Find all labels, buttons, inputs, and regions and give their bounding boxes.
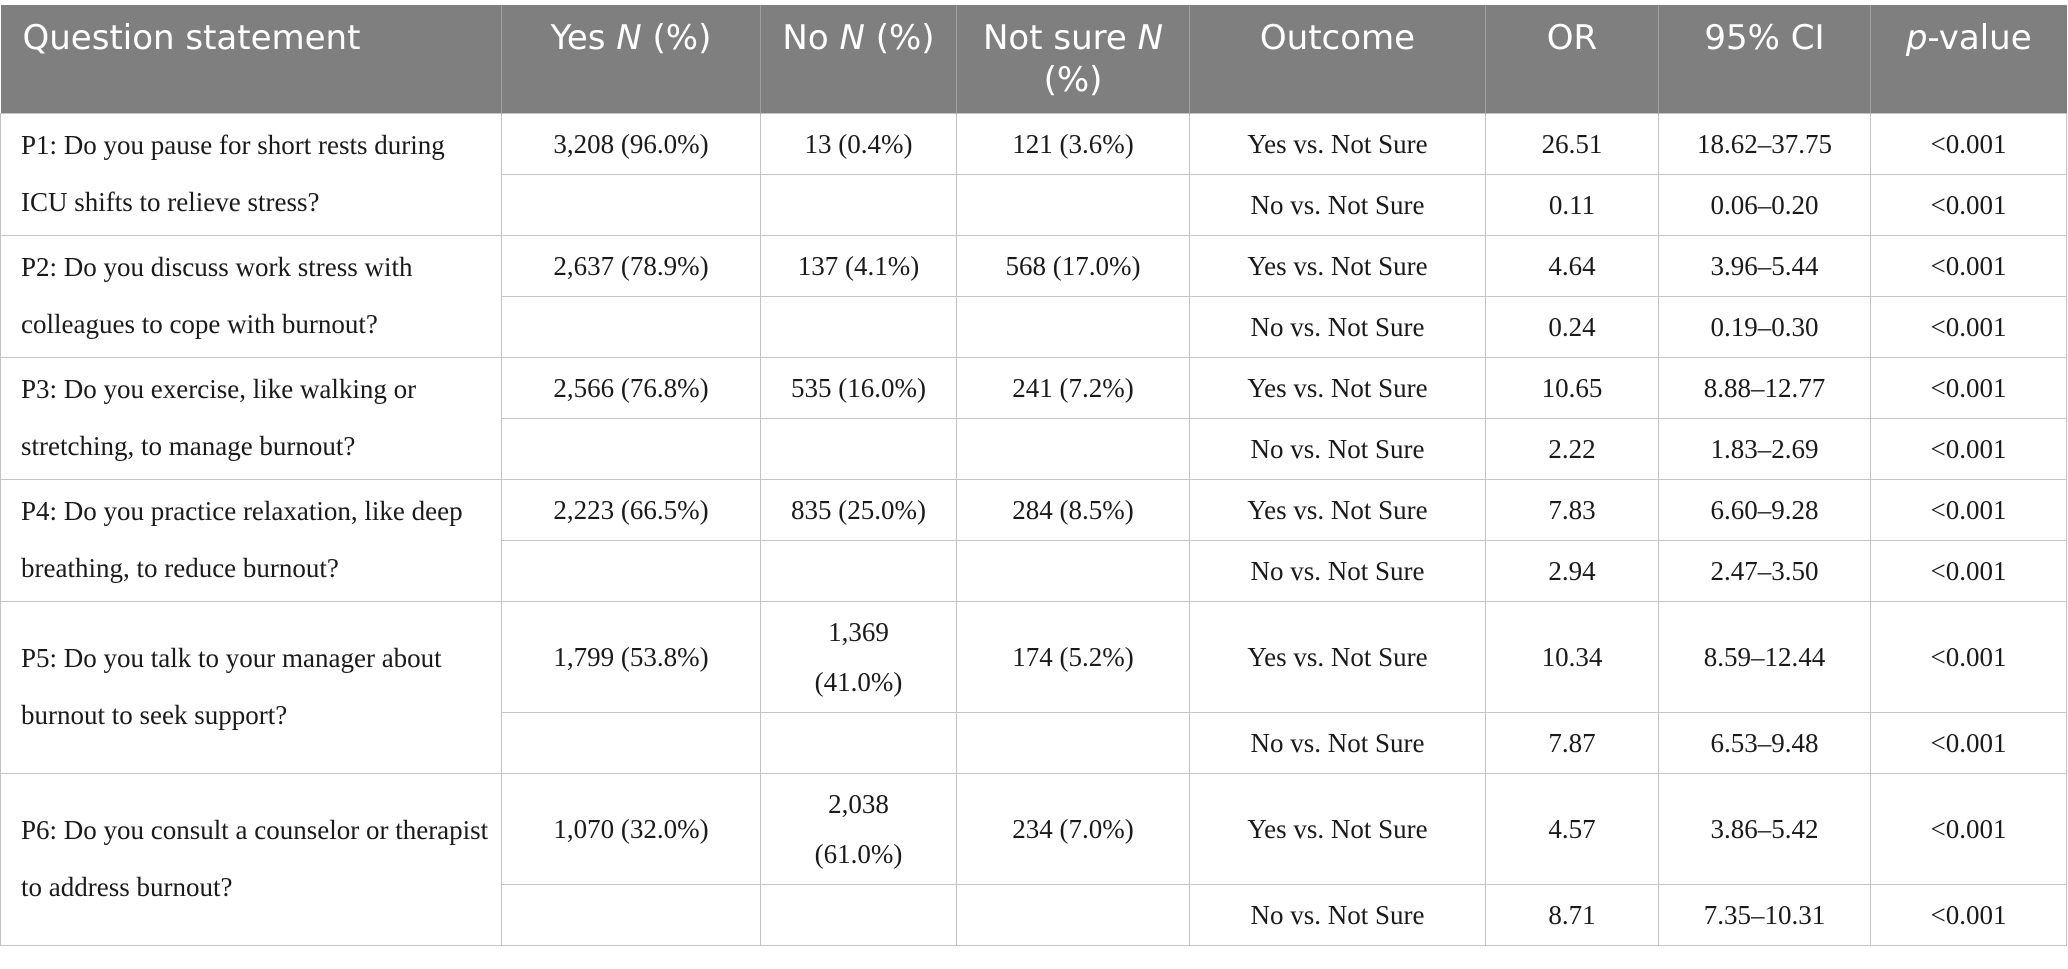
question-cell: P6: Do you consult a counselor or therapist to address burnout? <box>1 773 502 945</box>
outcome-cell: Yes vs. Not Sure <box>1190 773 1486 884</box>
not-sure-cell: 234 (7.0%) <box>957 773 1190 884</box>
outcome-cell: No vs. Not Sure <box>1190 540 1486 601</box>
header-not-sure: Not sure N (%) <box>957 5 1190 113</box>
outcome-cell: No vs. Not Sure <box>1190 296 1486 357</box>
ci-cell: 3.96–5.44 <box>1659 235 1871 296</box>
ci-cell: 0.19–0.30 <box>1659 296 1871 357</box>
p-value-cell: <0.001 <box>1871 540 2067 601</box>
table-row <box>1 357 2067 418</box>
yes-cell: 1,799 (53.8%) <box>502 601 761 712</box>
or-cell: 2.94 <box>1486 540 1659 601</box>
no-percent: (61.0%) <box>814 838 903 869</box>
question-cell: P1: Do you pause for short rests during ICU shifts to relieve stress? <box>1 113 502 235</box>
no-cell: 835 (25.0%) <box>761 479 957 540</box>
outcome-cell: Yes vs. Not Sure <box>1190 235 1486 296</box>
yes-cell <box>502 884 761 945</box>
not-sure-cell <box>957 884 1190 945</box>
yes-cell: 1,070 (32.0%) <box>502 773 761 884</box>
table-row <box>1 235 2067 296</box>
question-cell: P2: Do you discuss work stress with colleagues to cope with burnout? <box>1 235 502 357</box>
not-sure-cell: 121 (3.6%) <box>957 113 1190 174</box>
outcome-cell: No vs. Not Sure <box>1190 712 1486 773</box>
question-cell: P3: Do you exercise, like walking or stretching, to manage burnout? <box>1 357 502 479</box>
ci-cell: 18.62–37.75 <box>1659 113 1871 174</box>
not-sure-cell: 568 (17.0%) <box>957 235 1190 296</box>
p-value-cell: <0.001 <box>1871 113 2067 174</box>
ci-cell: 1.83–2.69 <box>1659 418 1871 479</box>
p-value-cell: <0.001 <box>1871 418 2067 479</box>
outcome-cell: Yes vs. Not Sure <box>1190 357 1486 418</box>
not-sure-cell <box>957 418 1190 479</box>
header-ci: 95% CI <box>1659 5 1871 113</box>
not-sure-cell <box>957 712 1190 773</box>
p-value-cell: <0.001 <box>1871 884 2067 945</box>
ci-cell: 8.88–12.77 <box>1659 357 1871 418</box>
p-value-cell: <0.001 <box>1871 235 2067 296</box>
no-cell <box>761 773 957 884</box>
not-sure-cell <box>957 540 1190 601</box>
header-p-value: p-value <box>1871 5 2067 113</box>
ci-cell: 7.35–10.31 <box>1659 884 1871 945</box>
ci-cell: 0.06–0.20 <box>1659 174 1871 235</box>
results-table <box>0 5 2067 946</box>
or-cell: 2.22 <box>1486 418 1659 479</box>
no-cell: 535 (16.0%) <box>761 357 957 418</box>
not-sure-cell: 284 (8.5%) <box>957 479 1190 540</box>
ci-cell: 8.59–12.44 <box>1659 601 1871 712</box>
no-count: 2,038 <box>828 788 889 819</box>
header-yes: Yes N (%) <box>502 5 761 113</box>
ci-cell: 3.86–5.42 <box>1659 773 1871 884</box>
yes-cell: 2,566 (76.8%) <box>502 357 761 418</box>
yes-cell: 3,208 (96.0%) <box>502 113 761 174</box>
no-cell <box>761 601 957 712</box>
or-cell: 26.51 <box>1486 113 1659 174</box>
ci-cell: 6.60–9.28 <box>1659 479 1871 540</box>
no-cell <box>761 884 957 945</box>
p-value-cell: <0.001 <box>1871 174 2067 235</box>
ci-cell: 6.53–9.48 <box>1659 712 1871 773</box>
header-question: Question statement <box>1 5 502 113</box>
or-cell: 8.71 <box>1486 884 1659 945</box>
yes-cell <box>502 712 761 773</box>
yes-cell <box>502 418 761 479</box>
p-value-cell: <0.001 <box>1871 479 2067 540</box>
yes-cell: 2,637 (78.9%) <box>502 235 761 296</box>
outcome-cell: No vs. Not Sure <box>1190 418 1486 479</box>
table-body <box>1 113 2067 945</box>
no-cell <box>761 418 957 479</box>
ci-cell: 2.47–3.50 <box>1659 540 1871 601</box>
or-cell: 0.11 <box>1486 174 1659 235</box>
outcome-cell: No vs. Not Sure <box>1190 174 1486 235</box>
or-cell: 10.65 <box>1486 357 1659 418</box>
table-row <box>1 773 2067 884</box>
no-cell <box>761 540 957 601</box>
no-cell <box>761 174 957 235</box>
header-or: OR <box>1486 5 1659 113</box>
no-cell: 13 (0.4%) <box>761 113 957 174</box>
question-cell: P4: Do you practice relaxation, like deep breathing, to reduce burnout? <box>1 479 502 601</box>
yes-cell <box>502 174 761 235</box>
table-row <box>1 601 2067 712</box>
p-value-cell: <0.001 <box>1871 601 2067 712</box>
outcome-cell: No vs. Not Sure <box>1190 884 1486 945</box>
yes-cell <box>502 296 761 357</box>
not-sure-cell <box>957 174 1190 235</box>
not-sure-cell: 241 (7.2%) <box>957 357 1190 418</box>
table-row <box>1 479 2067 540</box>
question-cell: P5: Do you talk to your manager about burnout to seek support? <box>1 601 502 773</box>
or-cell: 10.34 <box>1486 601 1659 712</box>
or-cell: 4.57 <box>1486 773 1659 884</box>
no-count: 1,369 <box>828 616 889 647</box>
or-cell: 0.24 <box>1486 296 1659 357</box>
table-header <box>1 5 2067 113</box>
no-cell <box>761 712 957 773</box>
p-value-cell: <0.001 <box>1871 296 2067 357</box>
yes-cell <box>502 540 761 601</box>
table-row <box>1 113 2067 174</box>
p-value-cell: <0.001 <box>1871 773 2067 884</box>
outcome-cell: Yes vs. Not Sure <box>1190 601 1486 712</box>
no-cell: 137 (4.1%) <box>761 235 957 296</box>
or-cell: 4.64 <box>1486 235 1659 296</box>
header-outcome: Outcome <box>1190 5 1486 113</box>
not-sure-cell: 174 (5.2%) <box>957 601 1190 712</box>
yes-cell: 2,223 (66.5%) <box>502 479 761 540</box>
outcome-cell: Yes vs. Not Sure <box>1190 479 1486 540</box>
no-cell <box>761 296 957 357</box>
p-value-cell: <0.001 <box>1871 712 2067 773</box>
or-cell: 7.83 <box>1486 479 1659 540</box>
no-percent: (41.0%) <box>814 666 903 697</box>
header-no: No N (%) <box>761 5 957 113</box>
outcome-cell: Yes vs. Not Sure <box>1190 113 1486 174</box>
or-cell: 7.87 <box>1486 712 1659 773</box>
not-sure-cell <box>957 296 1190 357</box>
p-value-cell: <0.001 <box>1871 357 2067 418</box>
